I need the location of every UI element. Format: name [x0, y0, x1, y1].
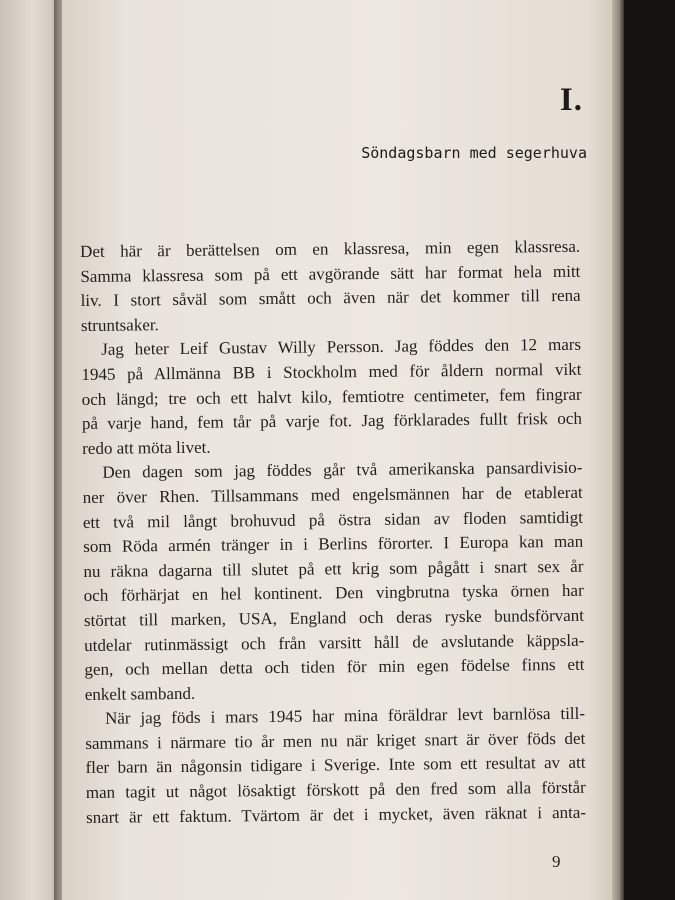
paragraph	[82, 456, 585, 707]
text-line: Samma klassresa som på ett avgörande sätt har format hela mitt	[80, 261, 581, 286]
paragraph	[85, 702, 586, 830]
text-line: ett två mil långt brohuvud på östra sidan av floden samtidigt	[82, 507, 584, 532]
text-line: nu räkna dagarna till slutet på ett krig som pågått i snart sex år	[83, 556, 584, 581]
text-line: sammans i närmare tio år men nu när kriget snart är över föds det	[85, 728, 586, 753]
text-line: Det här är berättelsen om en klassresa, min egen klassresa.	[80, 236, 581, 261]
text-line: man tagit ut något lösaktigt förskott på den fred som alla förstår	[85, 777, 586, 803]
text-line: struntsaker.	[80, 314, 159, 335]
text-line: 1945 på Allmänna BB i Stockholm med för åldern normal vikt	[81, 359, 582, 384]
text-line: utdelar rutinmässigt och från varsitt håll de avslutande käppsla-	[84, 630, 585, 655]
text-line: redo att möta livet.	[82, 437, 211, 458]
text-line: på varje hand, fem tår på varje fot. Jag förklarades fullt frisk och	[81, 408, 582, 434]
chapter-number: I.	[559, 82, 583, 118]
body-text	[80, 235, 586, 830]
text-line: störtat till marken, USA, England och deras ryske bundsförvant	[83, 605, 585, 630]
text-line: fler barn än någonsin tidigare i Sverige. Inte som ett resultat av att	[85, 753, 586, 778]
text-line: ner över Rhen. Tillsammans med engelsmännen har de etablerat	[82, 482, 583, 507]
text-line: liv. I stort såväl som smått och även när det kommer till rena	[80, 285, 581, 311]
text-line: snart är ett faktum. Tvärtom är det i mycket, även räknat i anta-	[85, 802, 587, 827]
page-edge-shadow	[612, 0, 624, 900]
text-line: och förhärjat en hel kontinent. Den vingbrutna tyska örnen har	[83, 581, 584, 606]
text-line: enkelt samband.	[84, 683, 196, 704]
page-number: 9	[552, 852, 561, 871]
text-line: gen, och mellan detta och tiden för min egen födelse finns ett	[84, 654, 585, 680]
paragraph	[81, 333, 582, 461]
text-line: Den dagen som jag föddes går två amerikanska pansardivisio-	[102, 458, 583, 483]
chapter-title: Söndagsbarn med segerhuva	[361, 144, 587, 162]
text-line: Jag heter Leif Gustav Willy Persson. Jag föddes den 12 mars	[101, 335, 582, 360]
text-line: När jag föds i mars 1945 har mina föräldrar levt barnlösa till-	[104, 704, 586, 729]
left-page-edge	[0, 0, 60, 900]
paragraph	[80, 235, 581, 339]
text-line: som Röda armén tränger in i Berlins förorter. I Europa kan man	[83, 531, 584, 557]
text-line: och längd; tre och ett halvt kilo, femtiotre centimeter, fem fingrar	[81, 384, 582, 409]
